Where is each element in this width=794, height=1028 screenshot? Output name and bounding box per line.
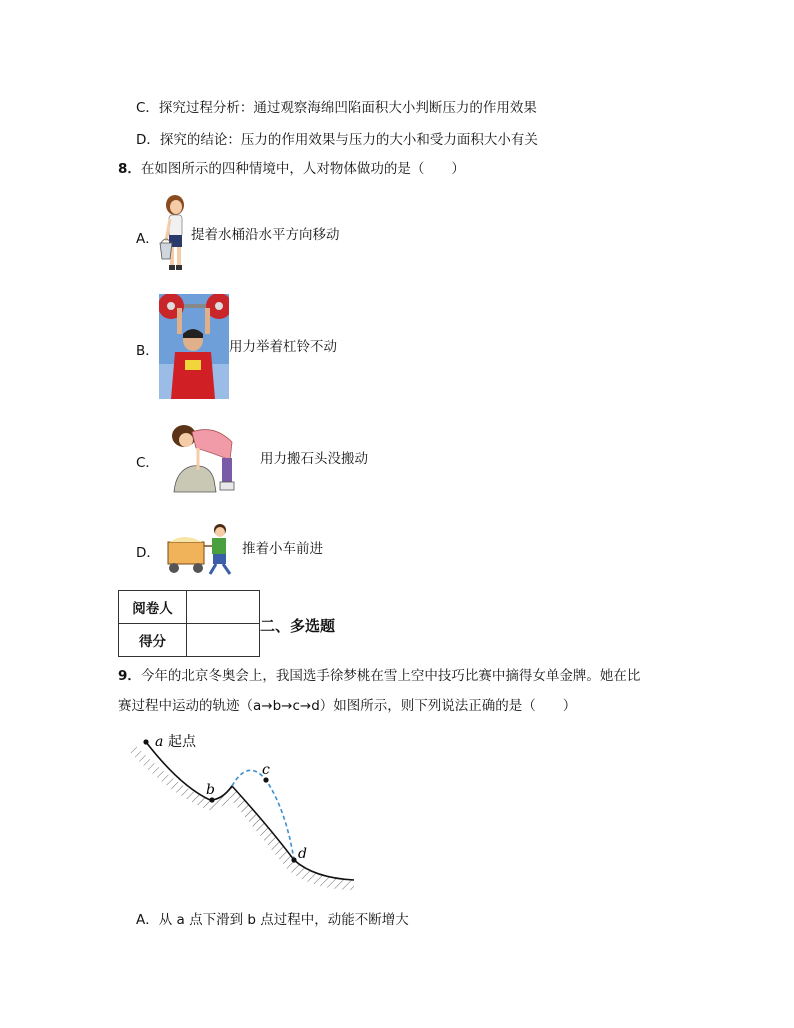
q9-option-a: A．从 a 点下滑到 b 点过程中，动能不断增大 bbox=[136, 912, 409, 928]
q7-option-d: D．探究的结论：压力的作用效果与压力的大小和受力面积大小有关 bbox=[136, 132, 538, 148]
girl-lifting-stone-image bbox=[170, 420, 240, 495]
q9-stem-line2: 赛过程中运动的轨迹（a→b→c→d）如图所示，则下列说法正确的是（ ） bbox=[118, 698, 577, 714]
girl-carrying-bucket-image bbox=[158, 193, 190, 277]
point-d bbox=[291, 857, 296, 862]
label-start: 起点 bbox=[168, 734, 196, 750]
q8-option-b-letter: B． bbox=[136, 343, 159, 359]
label-b: b bbox=[206, 782, 215, 798]
q8-number: 8． bbox=[118, 161, 141, 177]
q8-option-c-letter: C． bbox=[136, 455, 159, 471]
q8-stem bbox=[118, 159, 465, 179]
q9-number: 9． bbox=[118, 668, 141, 684]
boy-pushing-cart-image bbox=[164, 520, 240, 576]
point-c bbox=[263, 777, 268, 782]
flight-path bbox=[232, 770, 294, 860]
q8-option-c-text: 用力搬石头没搬动 bbox=[260, 451, 368, 467]
score-label: 得分 bbox=[119, 624, 187, 657]
reviewer-cell[interactable] bbox=[187, 591, 260, 624]
q8-option-a-text: 提着水桶沿水平方向移动 bbox=[191, 227, 340, 243]
label-d: d bbox=[298, 846, 307, 862]
q8-option-a-letter: A． bbox=[136, 231, 159, 247]
q9-stem-line1 bbox=[118, 666, 640, 686]
reviewer-label: 阅卷人 bbox=[119, 591, 187, 624]
q9-stem-text-1: 今年的北京冬奥会上，我国选手徐梦桃在雪上空中技巧比赛中摘得女单金牌。她在比 bbox=[140, 668, 641, 684]
point-a bbox=[143, 739, 148, 744]
slope-hatching bbox=[130, 746, 354, 890]
point-b bbox=[209, 797, 214, 802]
label-c: c bbox=[262, 762, 270, 778]
section-title: 二、多选题 bbox=[260, 617, 336, 635]
label-a: a bbox=[155, 734, 164, 750]
q8-stem-text: 在如图所示的四种情境中，人对物体做功的是（ ） bbox=[140, 161, 465, 177]
q8-option-b-text: 用力举着杠铃不动 bbox=[229, 339, 337, 355]
weightlifter-photo bbox=[159, 294, 229, 399]
ski-trajectory-diagram bbox=[130, 728, 370, 898]
q8-option-d-text: 推着小车前进 bbox=[242, 541, 323, 557]
score-cell[interactable] bbox=[187, 624, 260, 657]
q8-option-d-letter: D． bbox=[136, 545, 160, 561]
q7-option-c: C．探究过程分析：通过观察海绵凹陷面积大小判断压力的作用效果 bbox=[136, 100, 537, 116]
grading-table bbox=[118, 590, 260, 657]
